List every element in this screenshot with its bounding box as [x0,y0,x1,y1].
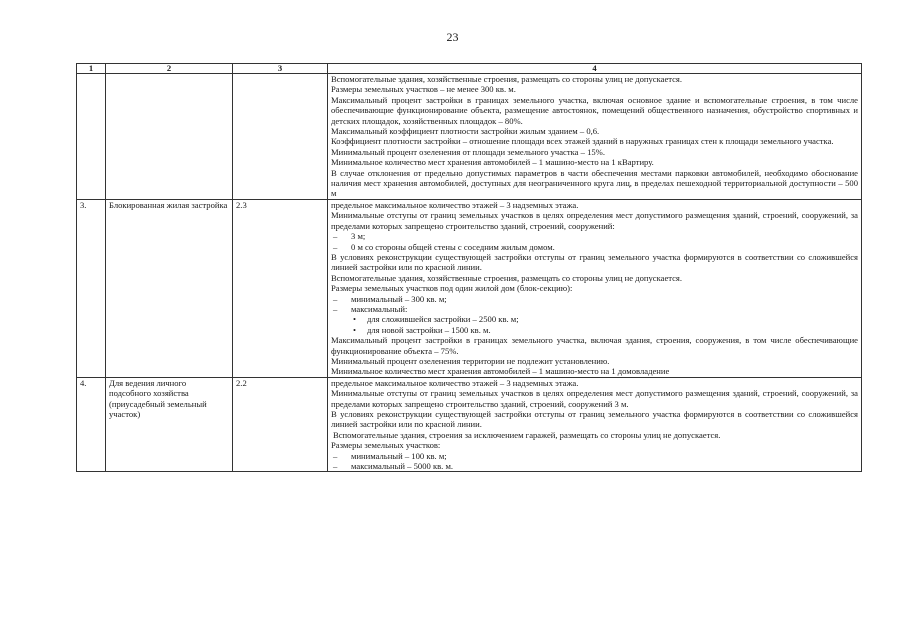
text-line: Минимальный процент озеленения от площади земельного участка – 15%. [331,146,605,157]
text-line: Вспомогательные здания, хозяйственные строения, размещать со стороны улиц не допускается. [331,74,683,84]
cell-parameters [328,199,862,377]
text-line: Размеры земельных участков – не менее 300 кв. м. [331,84,516,95]
cell-name-empty [106,74,233,200]
bullet-item: • для новой застройки – 1500 кв. м. [353,324,491,335]
dash-marker: – [333,303,338,314]
text-line: Минимальные отступы от границ земельных участков в целях определения мест допустимого размещения зданий, строений, сооружений, за пределами которых запрещено строительство зданий, строений, сооружений 3 м. [331,388,858,409]
land-use-code: 2.2 [233,377,328,472]
cell-num-empty [77,74,106,200]
text-line: Максимальный процент застройки в границах земельного участка, включая основное здание и вспомогательные строения, в том числе обеспечивающие функционирование объекта, размещение автостоянок, помещений общественного назначения, обустройство спортивных и детских площадок, хозяйственных площадок – 80%. [331,94,858,126]
row-number: 4. [77,377,106,472]
regulations-table [76,63,862,472]
text-line: Коэффициент плотности застройки – отношение площади всех этажей зданий в наружных границах стен к площади земельного участка. [331,136,834,147]
dash-item: – максимальный: [333,303,408,314]
text-line: Минимальное количество мест хранения автомобилей – 1 машино-место на 1 домовладение [331,366,670,377]
table-row-continued [77,74,862,200]
dash-marker: – [333,450,338,461]
text-line: предельное максимальное количество этажей – 3 надземных этажа. [331,377,579,388]
header-col-4: 4 [328,64,862,74]
text-line: Минимальные отступы от границ земельных участков в целях определения мест допустимого размещения зданий, строений, сооружений, за пределами которых запрещено строительство зданий, строений, сооружений: [331,210,858,231]
table-row-4 [77,377,862,472]
bullet-marker: • [353,324,357,335]
cell-parameters [328,74,862,200]
dash-marker: – [333,293,338,304]
dash-marker: – [333,231,338,242]
dash-marker: – [333,461,338,472]
page-number: 23 [446,30,459,44]
header-col-1: 1 [77,64,106,74]
text-line: Максимальный коэффициент плотности застройки жилым зданием – 0,6. [331,126,600,137]
header-col-2: 2 [106,64,233,74]
header-col-3: 3 [233,64,328,74]
dash-item: – минимальный – 100 кв. м; [333,450,447,461]
row-number: 3. [77,199,106,377]
table-row-3 [77,199,862,377]
text-line: Размеры земельных участков: [331,440,441,451]
land-use-name: Блокированная жилая застройка [106,199,233,377]
dash-item: – 3 м; [333,231,366,242]
text-line: предельное максимальное количество этажей – 3 надземных этажа. [331,199,579,210]
text-line: Вспомогательные здания, строения за исключением гаражей, размещать со стороны улиц не допускается. [333,429,721,440]
cell-code-empty [233,74,328,200]
text-line: В условиях реконструкции существующей застройки отступы от границ земельного участка формируются в соответствии со сложившейся линией застройки или по красной линии. [331,251,858,273]
dash-item: – максимальный – 5000 кв. м. [333,461,454,472]
dash-item: – минимальный – 300 кв. м; [333,293,447,304]
table-header-row [77,64,862,74]
text-line: Вспомогательные здания, хозяйственные строения, размещать со стороны улиц не допускается. [331,272,683,283]
bullet-marker: • [353,314,357,325]
text-line: Максимальный процент застройки в границах земельного участка, включая здания, строения, сооружения, в том числе обеспечивающие функционирование объекта – 75%. [331,335,858,356]
text-line: Минимальный процент озеленения территории не подлежит установлению. [331,355,610,366]
bullet-item: • для сложившейся застройки – 2500 кв. м; [353,314,519,325]
dash-marker: – [333,241,338,252]
text-line: Минимальное количество мест хранения автомобилей – 1 машино-место на 1 кВартиру. [331,157,654,168]
text-line: В условиях реконструкции существующей застройки отступы от границ земельного участка формируются в соответствии со сложившейся линией застройки или по красной линии. [331,409,858,430]
dash-item: – 0 м со стороны общей стены с соседним жилым домом. [333,241,555,252]
land-use-code: 2.3 [233,199,328,377]
land-use-name: Для ведения личного подсобного хозяйства (приусадебный земельный участок) [106,377,233,472]
cell-parameters [328,377,862,472]
text-line: Размеры земельных участков под один жилой дом (блок-секцию): [331,283,573,294]
text-line: В случае отклонения от предельно допустимых параметров в части обеспечения местами парковки автомобилей, необходимо обоснование наличия мест хранения автомобилей, доступных для неограниченного круга лиц, в пределах пешеходной территориальной доступности – 500 м [331,167,858,199]
